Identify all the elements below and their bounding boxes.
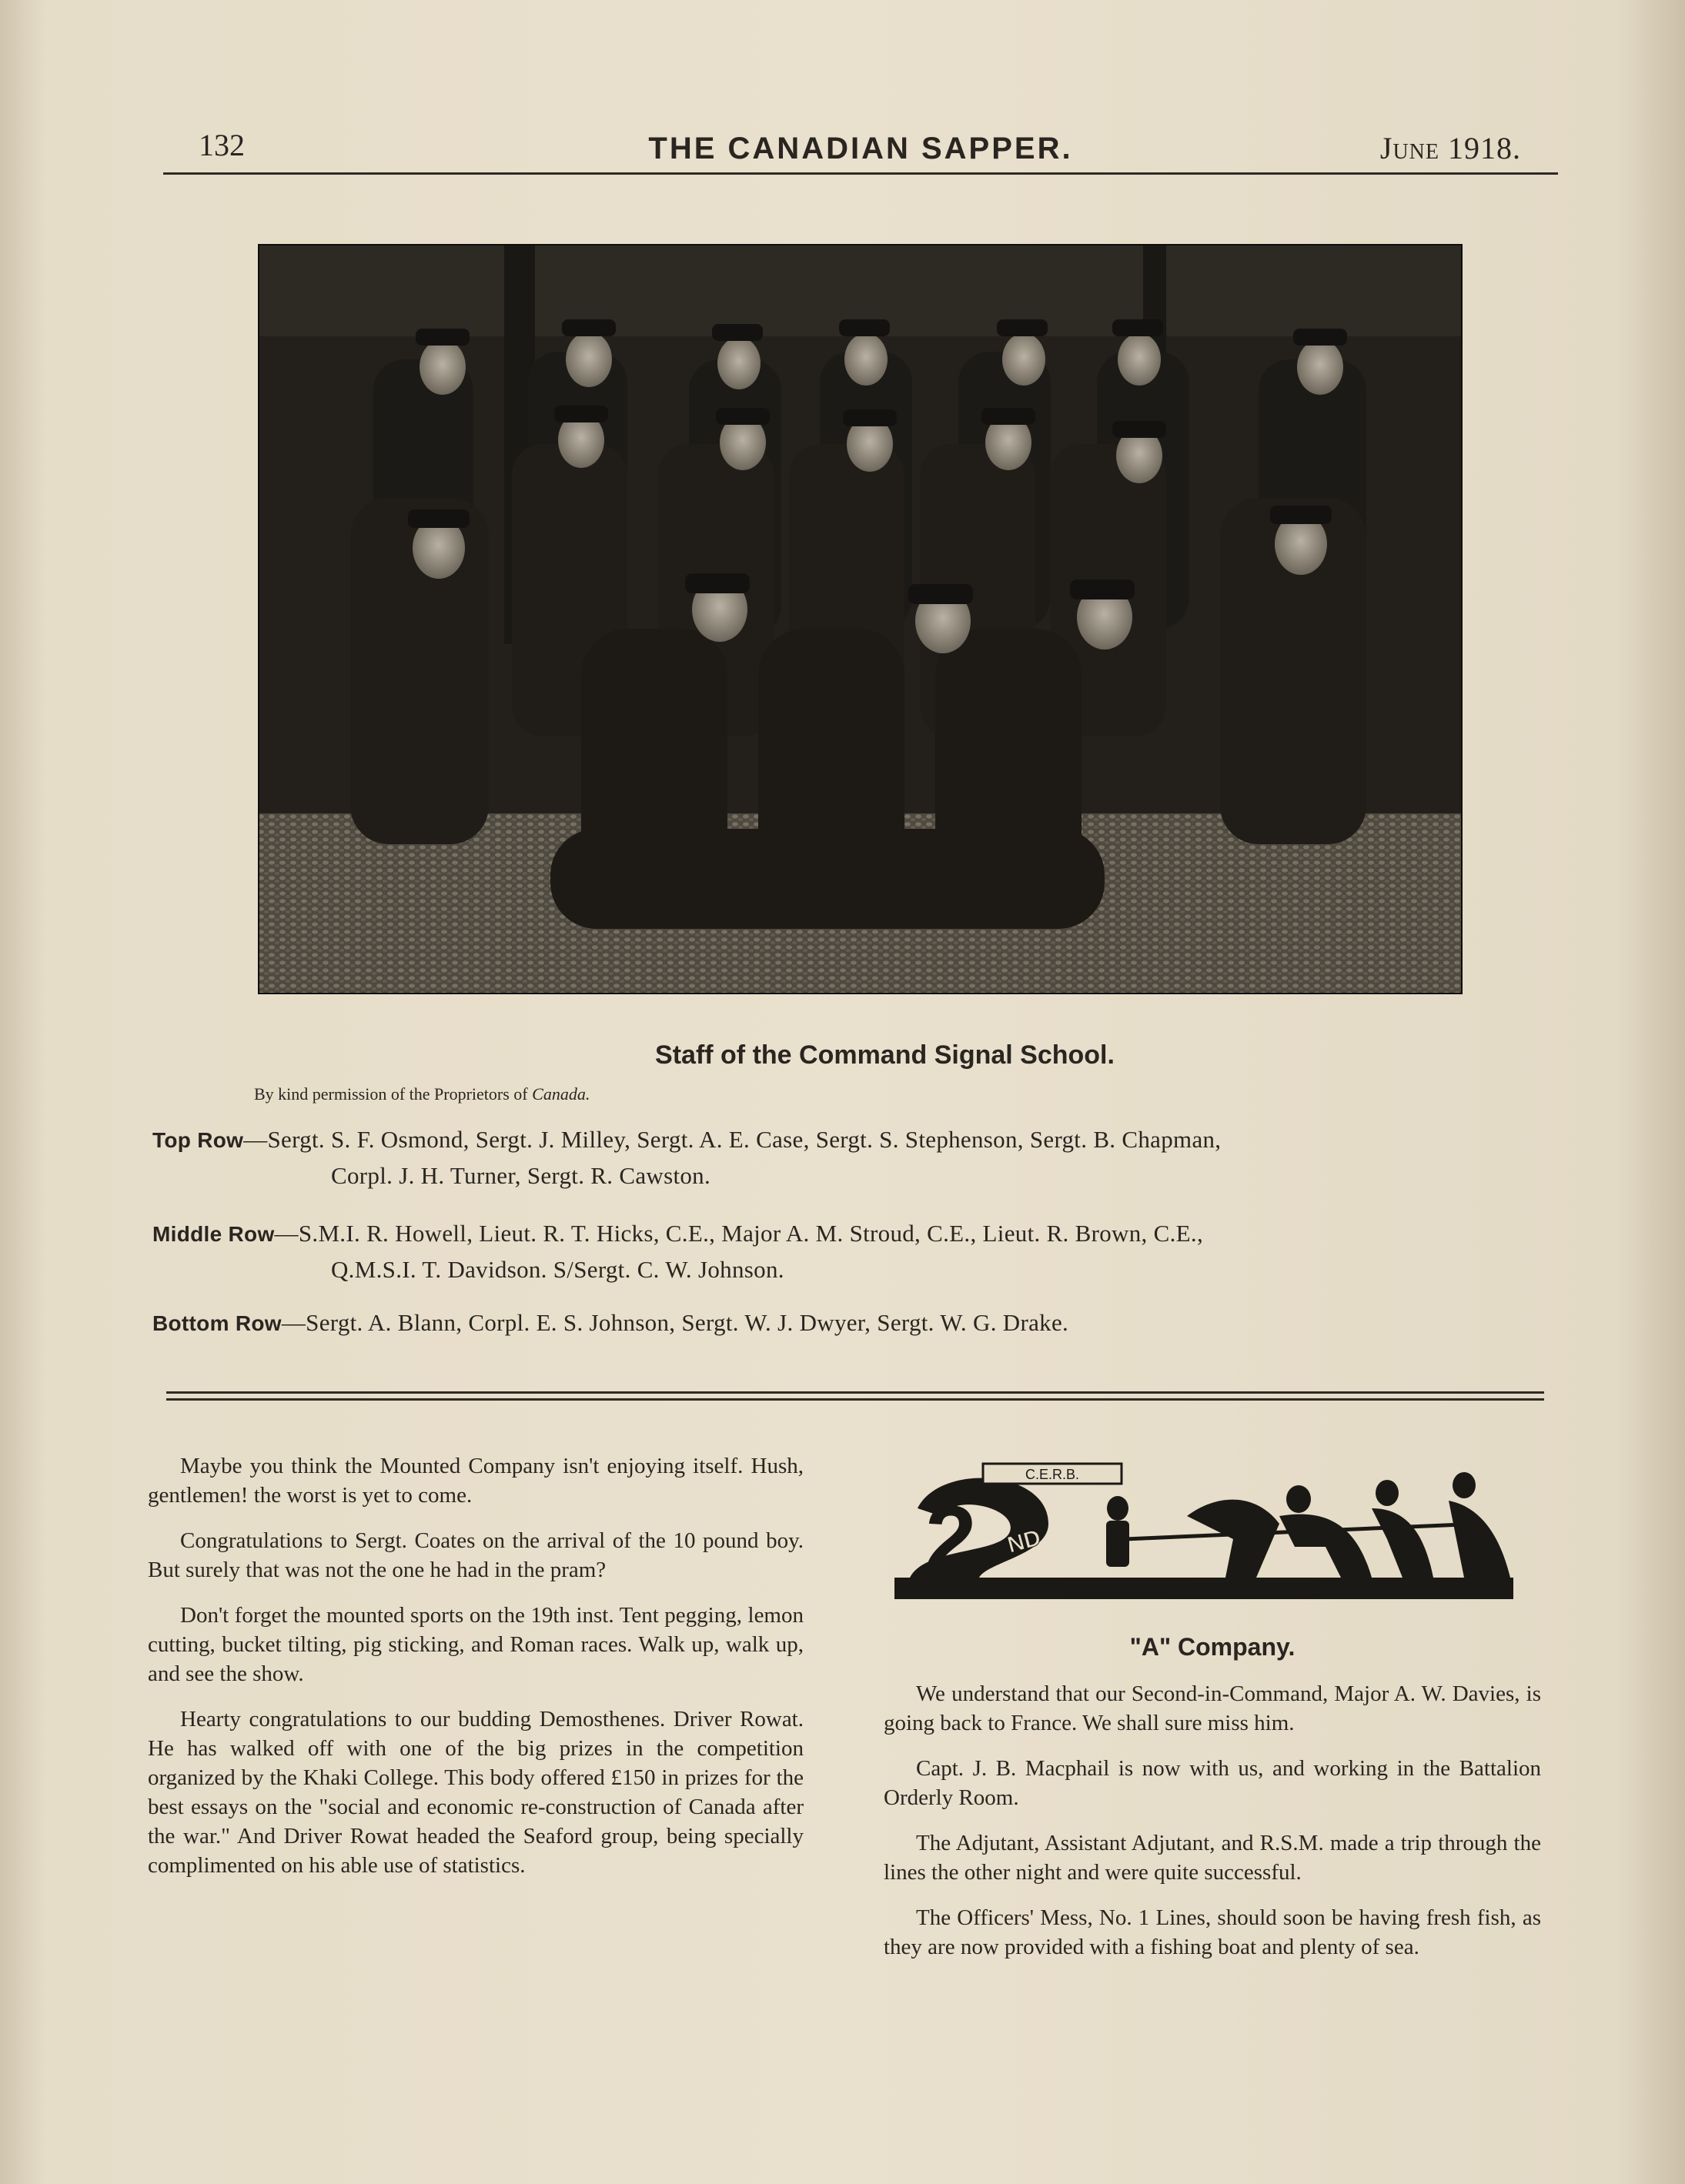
banner-numeral: 2 [925,1487,977,1590]
row-label: Top Row [152,1128,244,1152]
section-divider [166,1391,1544,1401]
credit-prefix: By kind permission of the Proprietors of [254,1084,533,1104]
group-photograph [258,244,1463,994]
row-names-continuation: Q.M.S.I. T. Davidson. S/Sergt. C. W. Johnson. [331,1256,784,1283]
battalion-banner-illustration [894,1462,1513,1601]
photo-caption: Staff of the Command Signal School. [655,1040,1115,1070]
row-names-line: —Sergt. S. F. Osmond, Sergt. J. Milley, Sergt. A. E. Case, Sergt. S. Stephenson, Sergt. B. Chapman, [243,1126,1222,1153]
a-company-notes [884,1679,1541,1978]
running-head [163,127,1558,173]
row-names-continuation: Corpl. J. H. Turner, Sergt. R. Cawston. [331,1162,711,1189]
credit-publication: Canada. [532,1084,590,1104]
issue-date: June 1918. [1379,131,1521,165]
mounted-company-notes [148,1451,804,1896]
paragraph: Hearty congratulations to our budding Demosthenes. Driver Rowat. He has walked off with one of the big prizes in the competition organized by the Khaki College. This body offered £150 in prizes for the best essays on the "social and economic re-construction of Canada after the war." And Driver Rowat headed the Seaford group, being specially complimented on his able use of statistics. [148,1707,804,1878]
row-label: Bottom Row [152,1311,282,1335]
paragraph: Don't forget the mounted sports on the 19th inst. Tent pegging, lemon cutting, bucket tilting, pig sticking, and Roman races. Walk up, walk up, and see the show. [148,1603,804,1686]
paragraph: Capt. J. B. Macphail is now with us, and working in the Battalion Orderly Room. [884,1756,1541,1810]
paragraph: We understand that our Second-in-Command, Major A. W. Davies, is going back to France. We shall sure miss him. [884,1681,1541,1735]
a-company-heading: "A" Company. [1129,1633,1296,1661]
row-names-line: —Sergt. A. Blann, Corpl. E. S. Johnson, Sergt. W. J. Dwyer, Sergt. W. G. Drake. [281,1309,1069,1336]
paragraph: Congratulations to Sergt. Coates on the arrival of the 10 pound boy. But surely that was not the one he had in the pram? [148,1528,804,1582]
banner-flag-text: C.E.R.B. [1025,1467,1080,1482]
page-number: 132 [199,128,245,162]
row-label: Middle Row [152,1222,275,1246]
top-row-names [152,1122,1561,1194]
bottom-row-names [152,1305,1561,1341]
journal-title: THE CANADIAN SAPPER. [648,132,1073,165]
paragraph: The Officers' Mess, No. 1 Lines, should soon be having fresh fish, as they are now provided with a fishing boat and plenty of sea. [884,1905,1541,1959]
paragraph: The Adjutant, Assistant Adjutant, and R.S.M. made a trip through the lines the other night and were quite successful. [884,1831,1541,1885]
middle-row-names [152,1216,1561,1287]
header-rule [163,172,1558,175]
banner-suffix: ND [1005,1524,1044,1558]
photo-credit [254,1084,590,1104]
row-names-line: —S.M.I. R. Howell, Lieut. R. T. Hicks, C.E., Major A. M. Stroud, C.E., Lieut. R. Brown, C.E., [274,1220,1204,1247]
paragraph: Maybe you think the Mounted Company isn't enjoying itself. Hush, gentlemen! the worst is yet to come. [148,1454,804,1508]
